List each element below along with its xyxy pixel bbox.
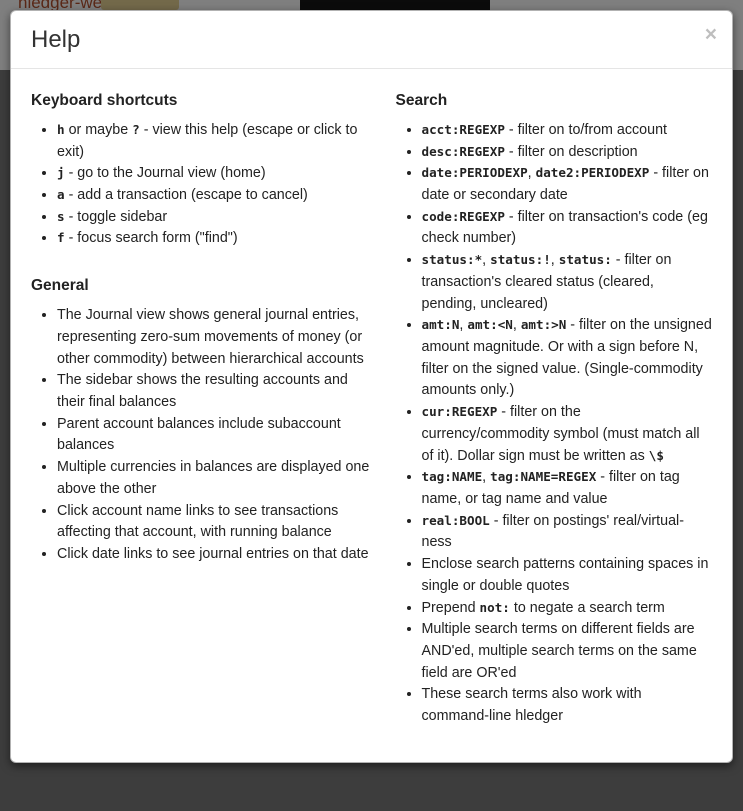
code-token: amt:>N: [520, 317, 567, 333]
code-token: j: [57, 165, 65, 181]
help-list-item: • The Journal view shows general journal entries, representing zero-sum movements of money (or other commodity) between hierarchical accounts: [57, 305, 372, 370]
code-token: status:: [558, 252, 612, 268]
code-token: cur:REGEXP: [421, 404, 498, 420]
section-heading-general: General: [31, 277, 89, 295]
section-heading-search: Search: [395, 91, 448, 109]
help-list-item: • Prepend not: to negate a search term: [422, 598, 713, 620]
code-token: a: [57, 186, 65, 202]
help-list-item: • Parent account balances include subaccount balances: [57, 414, 372, 457]
help-list-item: • desc:REGEXP - filter on description: [422, 142, 713, 164]
help-modal: [10, 10, 733, 763]
help-list-item: • Click date links to see journal entries on that date: [57, 544, 372, 566]
help-left-column: [31, 82, 372, 738]
code-token: amt:<N: [467, 317, 513, 333]
code-token: date2:PERIODEXP: [535, 165, 650, 181]
help-list-item: • j - go to the Journal view (home): [57, 163, 372, 185]
help-list-item: • These search terms also work with command-line hledger: [422, 684, 713, 727]
help-list-item: • a - add a transaction (escape to cancel): [57, 185, 372, 207]
code-token: real:BOOL: [421, 512, 490, 528]
code-token: code:REGEXP: [421, 208, 505, 224]
help-right-column: [372, 82, 713, 738]
modal-body: [11, 69, 732, 762]
code-token: desc:REGEXP: [421, 143, 505, 159]
help-list-item: • acct:REGEXP - filter on to/from account: [422, 120, 713, 142]
help-list-item: • Click account name links to see transactions affecting that account, with running balance: [57, 501, 372, 544]
code-token: date:PERIODEXP: [421, 165, 528, 181]
code-token: tag:NAME=REGEX: [490, 469, 597, 485]
search-list: [396, 120, 713, 728]
code-token: \$: [648, 447, 664, 463]
code-token: status:*: [421, 252, 483, 268]
help-list-item: • s - toggle sidebar: [57, 207, 372, 229]
code-token: s: [57, 208, 65, 224]
code-token: status:!: [490, 252, 551, 268]
modal-close-button[interactable]: ×: [704, 23, 717, 46]
help-list-item: • h or maybe ? - view this help (escape or click to exit): [57, 120, 372, 163]
code-token: acct:REGEXP: [421, 121, 505, 137]
help-list-item: • cur:REGEXP - filter on the currency/commodity symbol (must match all of it). Dollar sign must be written as \$: [422, 402, 713, 467]
help-list-item: • date:PERIODEXP, date2:PERIODEXP - filter on date or secondary date: [422, 163, 713, 206]
help-list-item: • amt:N, amt:<N, amt:>N - filter on the unsigned amount magnitude. Or with a sign before N, filter on the signed value. (Single-commodity amounts only.): [422, 315, 713, 402]
help-list-item: • tag:NAME, tag:NAME=REGEX - filter on tag name, or tag name and value: [422, 467, 713, 510]
help-list-item: • real:BOOL - filter on postings' real/virtual-ness: [422, 511, 713, 554]
help-list-item: • status:*, status:!, status: - filter on transaction's cleared status (cleared, pending, uncleared): [422, 250, 713, 315]
code-token: tag:NAME: [421, 469, 483, 485]
help-list-item: • Enclose search patterns containing spaces in single or double quotes: [422, 554, 713, 597]
section-heading-keyboard-shortcuts: Keyboard shortcuts: [31, 91, 178, 109]
general-list: [31, 305, 372, 566]
help-list-item: • f - focus search form ("find"): [57, 228, 372, 250]
help-list-item: • The sidebar shows the resulting accounts and their final balances: [57, 370, 372, 413]
code-token: f: [57, 230, 65, 246]
code-token: amt:N: [421, 317, 460, 333]
help-list-item: • Multiple search terms on different fields are AND'ed, multiple search terms on the same field are OR'ed: [422, 619, 713, 684]
keyboard-shortcuts-list: [31, 120, 372, 250]
help-list-item: • Multiple currencies in balances are displayed one above the other: [57, 457, 372, 500]
code-token: h: [57, 121, 65, 137]
code-token: ?: [132, 121, 140, 137]
code-token: not:: [479, 599, 510, 615]
modal-header: [11, 11, 732, 69]
modal-title: Help: [31, 26, 81, 53]
help-list-item: • code:REGEXP - filter on transaction's code (eg check number): [422, 207, 713, 250]
